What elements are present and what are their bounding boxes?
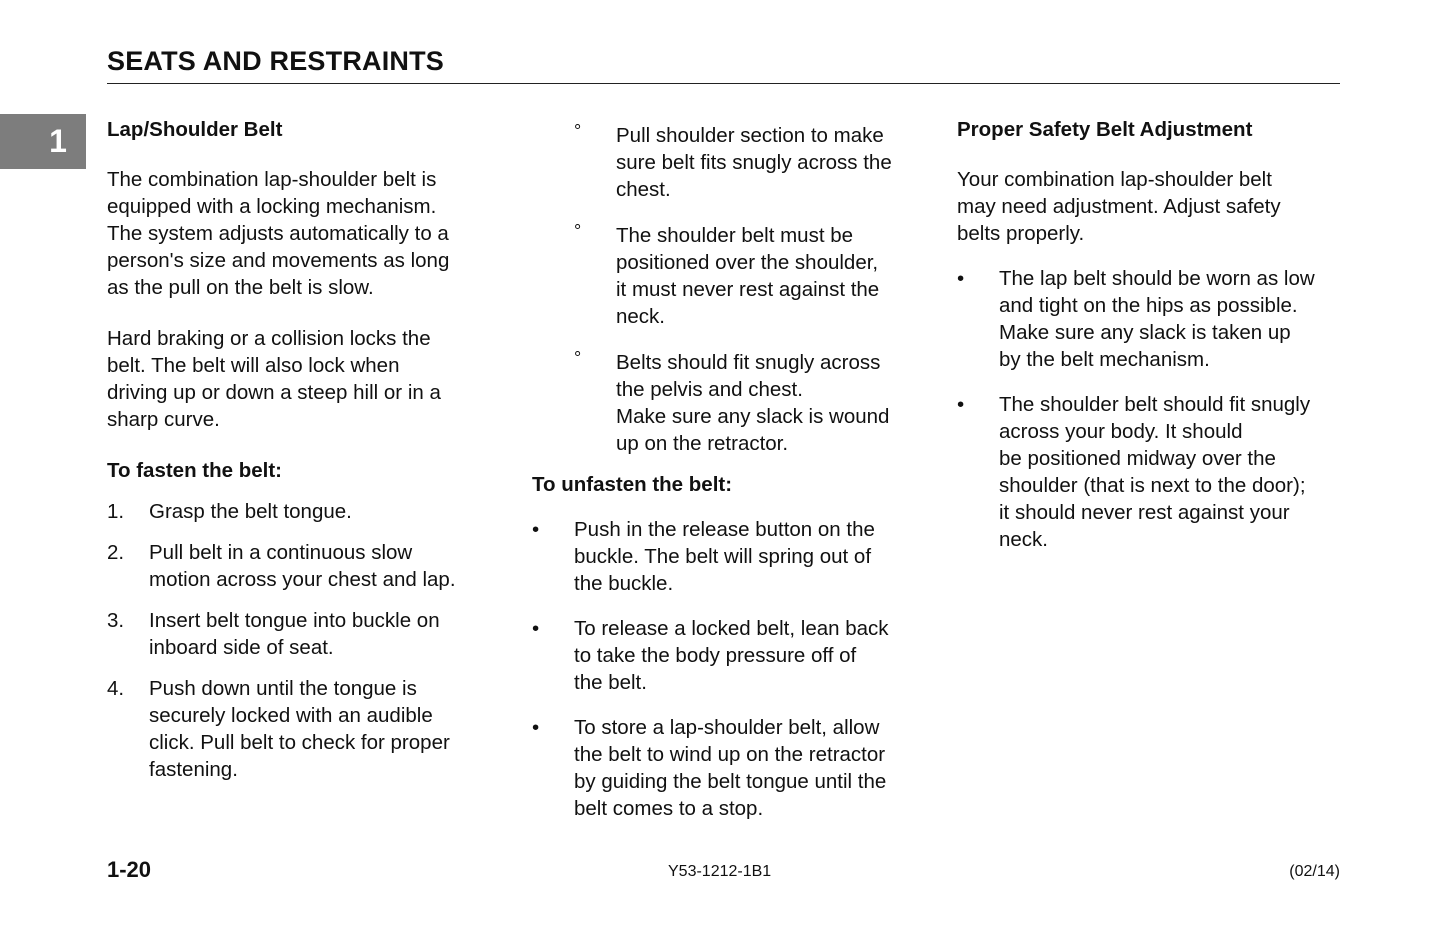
text-line: belt comes to a stop. [574, 797, 764, 820]
text-line: by guiding the belt tongue until the [574, 770, 887, 793]
sub-item-text [532, 122, 927, 203]
text-line: equipped with a locking mechanism. [107, 195, 437, 218]
text-line: The system adjusts automatically to a [107, 222, 449, 245]
text-line: The shoulder belt should fit snugly [999, 393, 1311, 416]
page-section-title: SEATS AND RESTRAINTS [107, 46, 445, 76]
step-number: 2. [107, 541, 125, 564]
bullet-dot: • [957, 393, 965, 416]
degree-bullet: ° [574, 121, 582, 141]
header-divider [107, 83, 1340, 84]
text-line: and tight on the hips as possible. [999, 294, 1298, 317]
text-line: The shoulder belt must be [616, 224, 854, 247]
step-text [107, 675, 492, 783]
text-line: as the pull on the belt is slow. [107, 276, 374, 299]
bullet-text [957, 391, 1347, 553]
text-line: the belt to wind up on the retractor [574, 743, 886, 766]
step-text [107, 539, 492, 593]
text-line: may need adjustment. Adjust safety [957, 195, 1281, 218]
revision-date: (02/14) [1289, 863, 1340, 880]
page-number: 1-20 [107, 857, 152, 882]
text-line: To release a locked belt, lean back [574, 617, 889, 640]
text-line: chest. [616, 178, 671, 201]
text-line: shoulder (that is next to the door); [999, 474, 1306, 497]
step-text [107, 607, 492, 661]
bullet-dot: • [957, 267, 965, 290]
list-item [957, 391, 1347, 553]
degree-bullet: ° [574, 221, 582, 241]
text-line: the buckle. [574, 572, 674, 595]
bullet-text [532, 714, 927, 822]
unfasten-heading: To unfasten the belt: [532, 473, 733, 496]
text-line: belt. The belt will also lock when [107, 354, 400, 377]
text-line: inboard side of seat. [149, 636, 334, 659]
text-line: Make sure any slack is taken up [999, 321, 1291, 344]
step-number: 3. [107, 609, 125, 632]
text-line: Make sure any slack is wound [616, 405, 890, 428]
text-line: Pull shoulder section to make [616, 124, 884, 147]
list-item [532, 615, 927, 696]
document-code: Y53-1212-1B1 [668, 863, 772, 880]
belt-adjustment-heading: Proper Safety Belt Adjustment [957, 118, 1253, 141]
column-2 [532, 122, 927, 822]
list-item [107, 675, 492, 783]
degree-bullet: ° [574, 348, 582, 368]
step-number: 4. [107, 677, 125, 700]
text-line: Push down until the tongue is [149, 677, 417, 700]
text-line: neck. [999, 528, 1048, 551]
text-line: to take the body pressure off of [574, 644, 857, 667]
text-line: Grasp the belt tongue. [149, 500, 352, 523]
text-line: securely locked with an audible [149, 704, 433, 727]
lap-shoulder-belt-heading: Lap/Shoulder Belt [107, 118, 283, 141]
text-line: Hard braking or a collision locks the [107, 327, 431, 350]
bullet-dot: • [532, 617, 540, 640]
text-line: buckle. The belt will spring out of [574, 545, 872, 568]
bullet-dot: • [532, 716, 540, 739]
column-1 [107, 116, 492, 783]
text-line: belts properly. [957, 222, 1085, 245]
text-line: the pelvis and chest. [616, 378, 803, 401]
sub-list-item [532, 222, 927, 330]
text-line: positioned over the shoulder, [616, 251, 879, 274]
text-line: neck. [616, 305, 665, 328]
text-line: Push in the release button on the [574, 518, 875, 541]
text-line: click. Pull belt to check for proper [149, 731, 450, 754]
text-line: sure belt fits snugly across the [616, 151, 892, 174]
step-text [107, 498, 492, 525]
fasten-heading: To fasten the belt: [107, 459, 283, 482]
text-line: driving up or down a steep hill or in a [107, 381, 441, 404]
column-3 [957, 116, 1347, 553]
adjustment-paragraph [957, 166, 1347, 247]
text-line: be positioned midway over the [999, 447, 1276, 470]
list-item [107, 607, 492, 661]
bullet-text [957, 265, 1347, 373]
text-line: across your body. It should [999, 420, 1243, 443]
text-line: sharp curve. [107, 408, 220, 431]
sub-item-text [532, 349, 927, 457]
sub-list-item [532, 349, 927, 457]
text-line: fastening. [149, 758, 238, 781]
text-line: The lap belt should be worn as low [999, 267, 1315, 290]
locking-paragraph [107, 325, 492, 433]
sub-list-item [532, 122, 927, 203]
text-line: the belt. [574, 671, 647, 694]
text-line: Pull belt in a continuous slow [149, 541, 413, 564]
text-line: The combination lap-shoulder belt is [107, 168, 437, 191]
list-item [107, 539, 492, 593]
text-line: To store a lap-shoulder belt, allow [574, 716, 880, 739]
text-line: Your combination lap-shoulder belt [957, 168, 1272, 191]
chapter-number: 1 [49, 123, 67, 159]
text-line: it should never rest against your [999, 501, 1290, 524]
text-line: up on the retractor. [616, 432, 789, 455]
text-line: Belts should fit snugly across [616, 351, 881, 374]
text-line: person's size and movements as long [107, 249, 450, 272]
bullet-dot: • [532, 518, 540, 541]
list-item [107, 498, 492, 525]
list-item [532, 516, 927, 597]
text-line: by the belt mechanism. [999, 348, 1210, 371]
bullet-text [532, 615, 927, 696]
chapter-tab [0, 114, 86, 169]
sub-item-text [532, 222, 927, 330]
list-item [532, 714, 927, 822]
list-item [957, 265, 1347, 373]
bullet-text [532, 516, 927, 597]
intro-paragraph [107, 166, 492, 301]
step-number: 1. [107, 500, 125, 523]
text-line: motion across your chest and lap. [149, 568, 456, 591]
text-line: Insert belt tongue into buckle on [149, 609, 440, 632]
text-line: it must never rest against the [616, 278, 880, 301]
